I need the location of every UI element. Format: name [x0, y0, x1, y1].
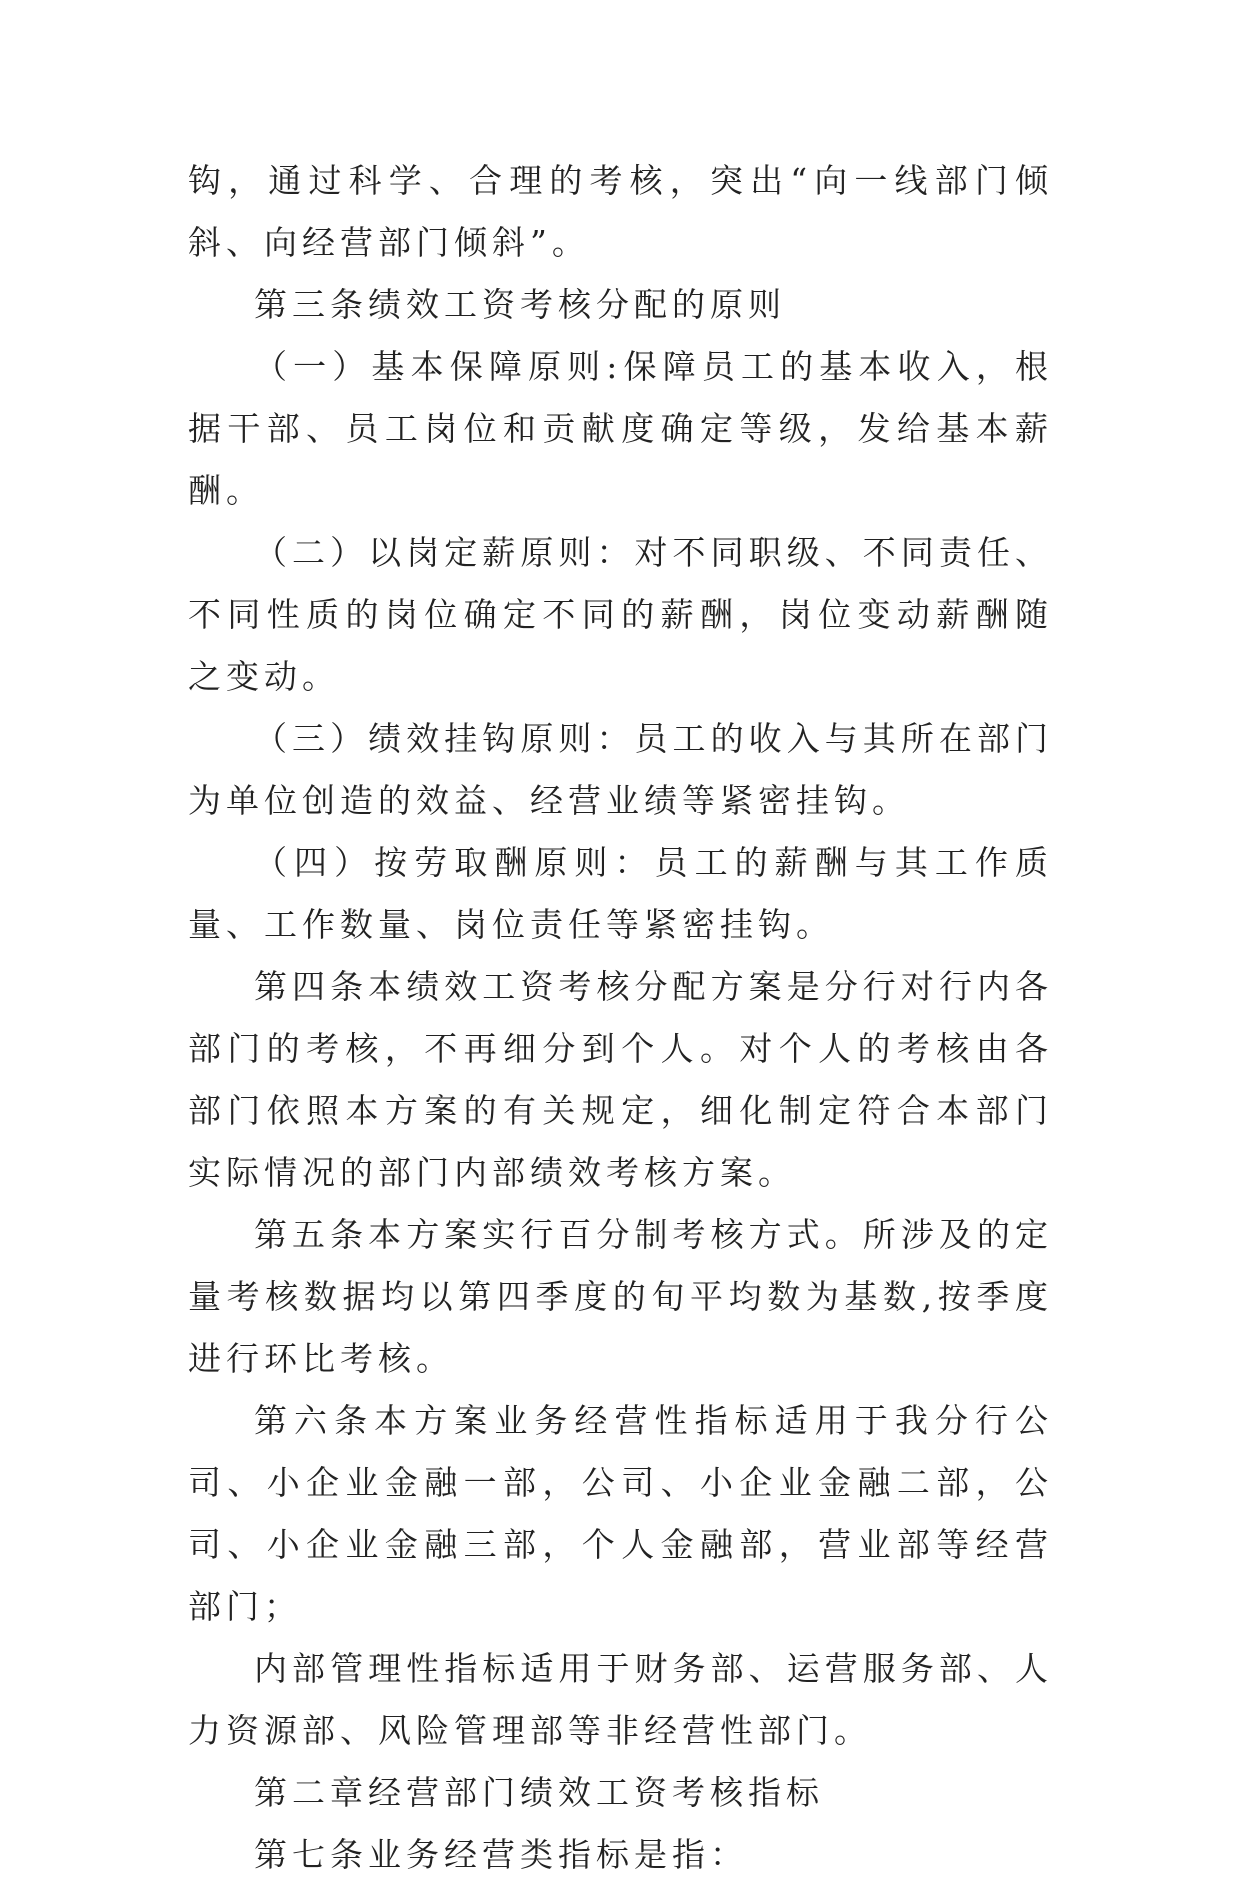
- chapter-2-heading: 第二章经营部门绩效工资考核指标: [254, 1773, 824, 1812]
- principle-3-paragraph: （三）绩效挂钩原则：员工的收入与其所在部门为单位创造的效益、经营业绩等紧密挂钩。: [188, 719, 1053, 820]
- article-5-paragraph: 第五条本方案实行百分制考核方式。所涉及的定量考核数据均以第四季度的旬平均数为基数,按季度进行环比考核。: [188, 1215, 1053, 1378]
- paragraph-continuation: 钩，通过科学、合理的考核，突出“向一线部门倾斜、向经营部门倾斜”。: [188, 161, 1053, 262]
- principle-1-paragraph: （一）基本保障原则:保障员工的基本收入，根据干部、员工岗位和贡献度确定等级，发给基本薪酬。: [188, 347, 1053, 510]
- internal-management-paragraph: 内部管理性指标适用于财务部、运营服务部、人力资源部、风险管理部等非经营性部门。: [188, 1649, 1053, 1750]
- principle-2-paragraph: （二）以岗定薪原则：对不同职级、不同责任、不同性质的岗位确定不同的薪酬，岗位变动薪酬随之变动。: [188, 533, 1053, 696]
- article-6-paragraph: 第六条本方案业务经营性指标适用于我分行公司、小企业金融一部，公司、小企业金融二部，公司、小企业金融三部，个人金融部，营业部等经营部门；: [188, 1401, 1053, 1626]
- principle-4-paragraph: （四）按劳取酬原则：员工的薪酬与其工作质量、工作数量、岗位责任等紧密挂钩。: [188, 843, 1053, 944]
- article-3-heading: 第三条绩效工资考核分配的原则: [254, 285, 786, 324]
- document-body: [188, 150, 1053, 1886]
- article-4-paragraph: 第四条本绩效工资考核分配方案是分行对行内各部门的考核，不再细分到个人。对个人的考核由各部门依照本方案的有关规定，细化制定符合本部门实际情况的部门内部绩效考核方案。: [188, 967, 1053, 1192]
- article-7-paragraph: 第七条业务经营类指标是指：: [254, 1835, 748, 1874]
